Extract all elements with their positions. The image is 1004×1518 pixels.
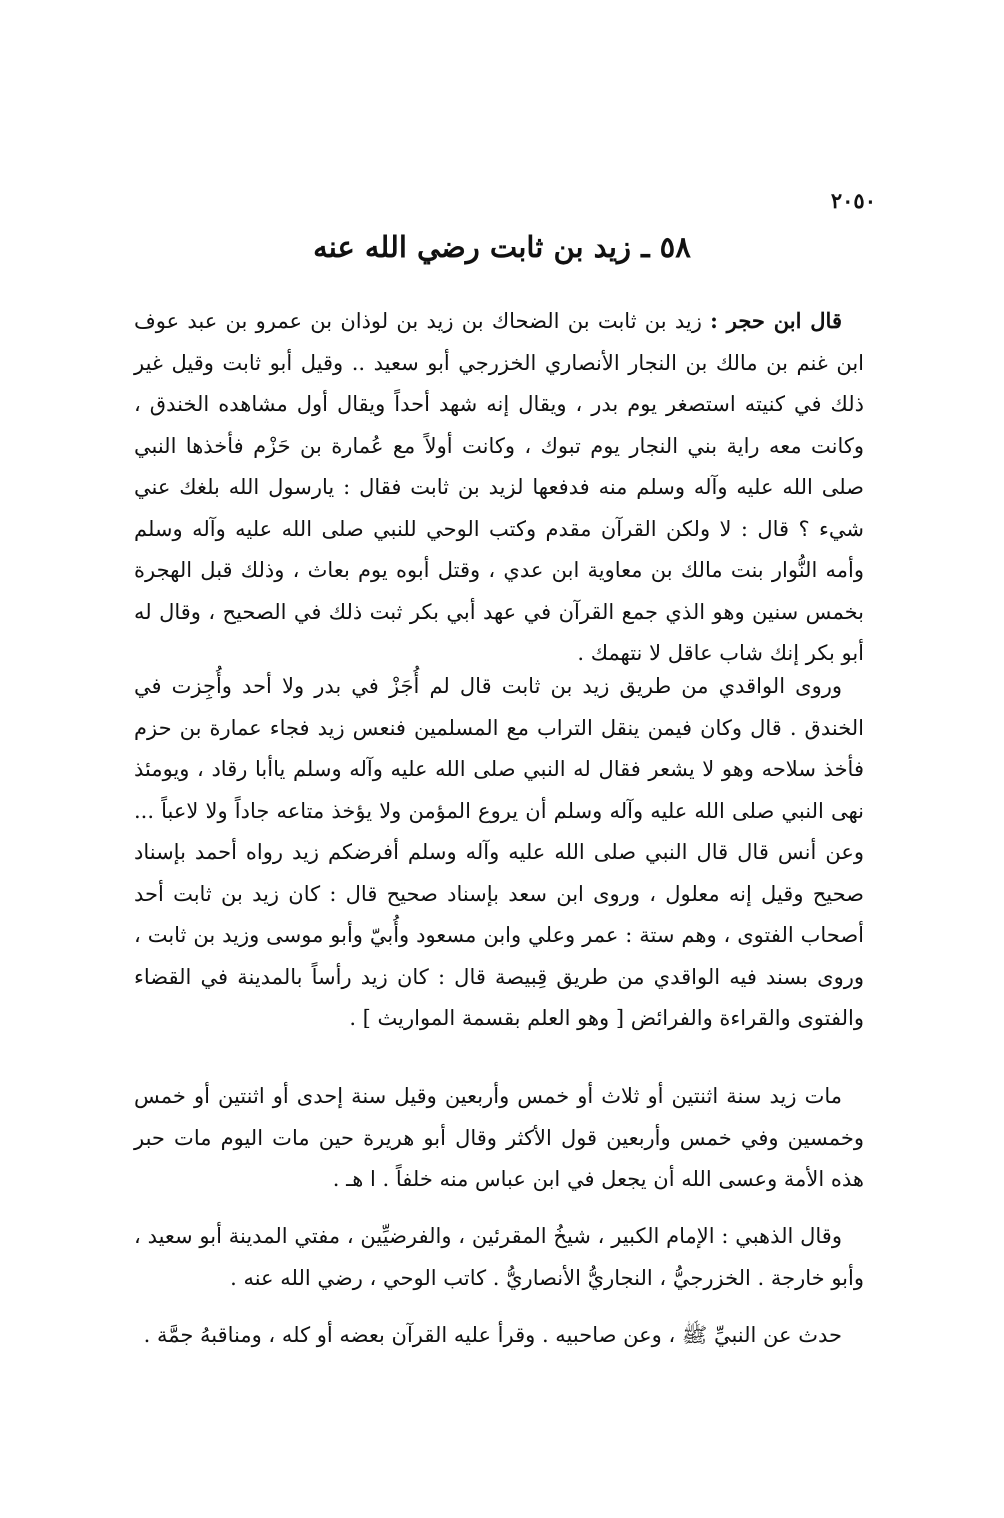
paragraph-dhahabi: وقال الذهبي : الإمام الكبير ، شيخُ المقرئين ، والفرضيِّين ، مفتي المدينة أبو سعيد ، وأبو خارجة . الخزرجيُّ ، النجاريُّ الأنصاريُّ . كاتب الوحي ، رضي الله عنه . (134, 1224, 864, 1290)
page-number: ٢٠٥٠ (830, 188, 876, 213)
paragraph-ibn-hajar (134, 300, 864, 675)
paragraph-narration: حدث عن النبيِّ ﷺ ، وعن صاحبيه . وقرأ عليه القرآن بعضه أو كله ، ومناقبهُ جمَّة . (143, 1323, 842, 1347)
paragraph-text: زيد بن ثابت بن الضحاك بن زيد بن لوذان بن عمرو بن عبد عوف ابن غنم بن مالك بن النجار الأنصاري الخزرجي أبو سعيد .. وقيل أبو ثابت وقيل غير ذلك في كنيته استصغر يوم بدر ، ويقال إنه شهد أحداً ويقال أول مشاهده الخندق ، وكانت معه راية بني النجار يوم تبوك ، وكانت أولاً مع عُمارة بن حَزْم فأخذها النبي صلى الله عليه وآله وسلم منه فدفعها لزيد بن ثابت فقال : يارسول الله بلغك عني شيء ؟ قال : لا ولكن القرآن مقدم وكتب الوحي للنبي صلى الله عليه وآله وسلم وأمه النُّوار بنت مالك بن معاوية ابن عدي ، وقتل أبوه يوم بعاث ، وذلك قبل الهجرة بخمس سنين وهو الذي جمع القرآن في عهد أبي بكر ثبت ذلك في الصحيح ، وقال له أبو بكر إنك شاب عاقل لا نتهمك . (134, 309, 864, 665)
paragraph-lead: قال ابن حجر : (710, 308, 842, 333)
chapter-title: ٥٨ ـ زيد بن ثابت رضي الله عنه (313, 230, 691, 264)
paragraph-waqidi: وروى الواقدي من طريق زيد بن ثابت قال لم أُجَزْ في بدر ولا أحد وأُجِزت في الخندق . قال وكان فيمن ينقل التراب مع المسلمين فنعس زيد فجاء عمارة بن حزم فأخذ سلاحه وهو لا يشعر فقال له النبي صلى الله عليه وآله وسلم ياأبا رقاد ، ويومئذ نهى النبي صلى الله عليه وآله وسلم أن يروع المؤمن ولا يؤخذ متاعه جاداً ولا لاعباً ... وعن أنس قال قال النبي صلى الله عليه وآله وسلم أفرضكم زيد رواه أحمد بإسناد صحيح وقيل إنه معلول ، وروى ابن سعد بإسناد صحيح قال : كان زيد بن ثابت أحد أصحاب الفتوى ، وهم ستة : عمر وعلي وابن مسعود وأُبيّ وأبو موسى وزيد بن ثابت ، وروى بسند فيه الواقدي من طريق قِبيصة قال : كان زيد رأساً بالمدينة في القضاء والفتوى والقراءة والفرائض [ وهو العلم بقسمة المواريث ] . (134, 674, 864, 1030)
paragraph-death: مات زيد سنة اثنتين أو ثلاث أو خمس وأربعين وقيل سنة إحدى أو اثنتين أو خمس وخمسين وفي خمس وأربعين قول الأكثر وقال أبو هريرة حين مات اليوم مات حبر هذه الأمة وعسى الله أن يجعل في ابن عباس منه خلفاً . ا هـ . (134, 1084, 864, 1191)
